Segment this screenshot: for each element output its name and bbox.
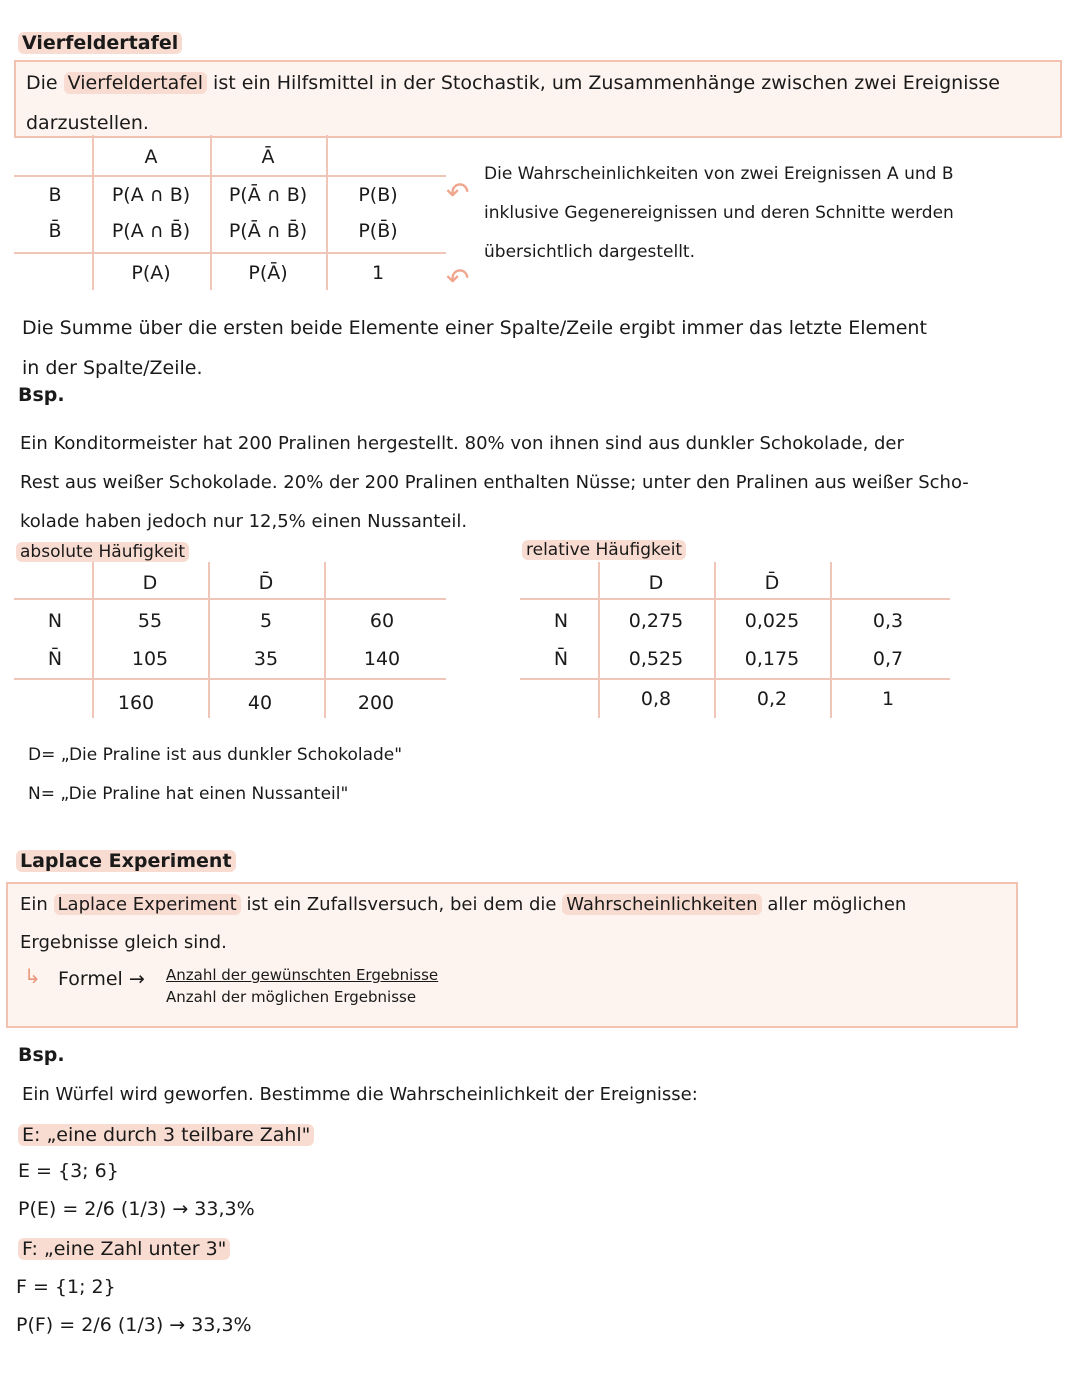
formula-label: Formel → bbox=[58, 968, 145, 990]
cell-p-bbar: P(B̄) bbox=[358, 220, 398, 242]
cell-a-and-b: P(A ∩ B) bbox=[111, 184, 191, 206]
rel-cell: 0,7 bbox=[872, 648, 904, 670]
rel-total: 0,8 bbox=[640, 688, 672, 710]
curved-arrow-icon: ↶ bbox=[446, 176, 470, 209]
event-f-set: F = {1; 2} bbox=[16, 1276, 116, 1298]
laplace-def-line-1: Ein Laplace Experiment ist ein Zufallsversuch, bei dem die Wahrscheinlichkeiten aller möglichen bbox=[20, 894, 907, 915]
cell-p-b: P(B) bbox=[358, 184, 398, 206]
absolute-table-title: absolute Häufigkeit bbox=[16, 542, 189, 562]
abs-col-header-d: D bbox=[142, 572, 158, 594]
cell-p-abar: P(Ā) bbox=[248, 262, 288, 284]
abs-cell: 35 bbox=[253, 648, 279, 670]
example-label-1: Bsp. bbox=[18, 384, 65, 406]
example-text-1: Ein Konditormeister hat 200 Pralinen hergestellt. 80% von ihnen sind aus dunkler Schokolade, der Rest aus weißer Schokolade. 20% der 200 Pralinen enthalten Nüsse; unter den Pralinen aus weißer Scho- kolade haben jedoch nur 12,5% einen Nussanteil. bbox=[20, 433, 969, 532]
row-header-b: B bbox=[48, 184, 62, 206]
curved-arrow-up-icon: ↶ bbox=[446, 262, 470, 295]
rel-col-header-d-bar: D̄ bbox=[764, 572, 780, 594]
event-f-definition: F: „eine Zahl unter 3" bbox=[18, 1238, 230, 1260]
rel-total: 0,2 bbox=[756, 688, 788, 710]
example-label-2: Bsp. bbox=[18, 1044, 65, 1066]
event-e-probability: P(E) = 2/6 (1/3) → 33,3% bbox=[18, 1198, 255, 1220]
rel-cell: 0,3 bbox=[872, 610, 904, 632]
formula-denominator: Anzahl der möglichen Ergebnisse bbox=[166, 988, 417, 1006]
abs-row-header-n-bar: N̄ bbox=[47, 648, 63, 670]
definition-box-vierfeldertafel bbox=[14, 60, 1062, 138]
example-intro-2: Ein Würfel wird geworfen. Bestimme die Wahrscheinlichkeit der Ereignisse: bbox=[22, 1084, 698, 1105]
cell-total-one: 1 bbox=[371, 262, 385, 284]
rel-row-header-n: N bbox=[553, 610, 569, 632]
return-arrow-icon: ↳ bbox=[24, 964, 41, 988]
col-header-a-bar: Ā bbox=[261, 146, 275, 168]
formula-numerator: Anzahl der gewünschten Ergebnisse bbox=[166, 966, 439, 984]
cell-a-and-bbar: P(A ∩ B̄) bbox=[111, 220, 191, 242]
abs-cell: 105 bbox=[131, 648, 169, 670]
rel-cell: 0,275 bbox=[628, 610, 684, 632]
abs-cell: 5 bbox=[259, 610, 273, 632]
sum-note: Die Summe über die ersten beide Elemente einer Spalte/Zeile ergibt immer das letzte Element in der Spalte/Zeile. bbox=[22, 317, 927, 379]
section-title-vierfeldertafel: Vierfeldertafel bbox=[18, 32, 182, 54]
side-note: Die Wahrscheinlichkeiten von zwei Ereignissen A und B inklusive Gegenereignissen und deren Schnitte werden übersichtlich dargestellt. bbox=[484, 164, 954, 262]
cell-abar-and-b: P(Ā ∩ B) bbox=[228, 184, 308, 206]
abs-cell: 60 bbox=[369, 610, 395, 632]
abs-total: 200 bbox=[357, 692, 395, 714]
definition-line-2: darzustellen. bbox=[26, 112, 149, 134]
event-e-definition: E: „eine durch 3 teilbare Zahl" bbox=[18, 1124, 314, 1146]
rel-row-header-n-bar: N̄ bbox=[553, 648, 569, 670]
rel-cell: 0,025 bbox=[744, 610, 800, 632]
definition-box-laplace bbox=[6, 882, 1018, 1028]
rel-col-header-d: D bbox=[648, 572, 664, 594]
event-e-set: E = {3; 6} bbox=[18, 1160, 119, 1182]
abs-row-header-n: N bbox=[47, 610, 63, 632]
cell-p-a: P(A) bbox=[131, 262, 171, 284]
section-title-laplace: Laplace Experiment bbox=[16, 850, 236, 872]
abs-total: 160 bbox=[117, 692, 155, 714]
rel-cell: 0,175 bbox=[744, 648, 800, 670]
abs-cell: 55 bbox=[137, 610, 163, 632]
abs-total: 40 bbox=[247, 692, 273, 714]
definition-line-1: Die Vierfeldertafel ist ein Hilfsmittel in der Stochastik, um Zusammenhänge zwischen zwei Ereignisse bbox=[26, 72, 1000, 94]
laplace-def-line-2: Ergebnisse gleich sind. bbox=[20, 932, 227, 953]
col-header-a: A bbox=[144, 146, 158, 168]
relative-table-title: relative Häufigkeit bbox=[522, 540, 686, 560]
rel-cell: 0,525 bbox=[628, 648, 684, 670]
cell-abar-and-bbar: P(Ā ∩ B̄) bbox=[228, 220, 308, 242]
rel-total: 1 bbox=[881, 688, 895, 710]
abs-col-header-d-bar: D̄ bbox=[258, 572, 274, 594]
event-definitions: D= „Die Praline ist aus dunkler Schokolade" N= „Die Praline hat einen Nussanteil" bbox=[28, 745, 403, 804]
abs-cell: 140 bbox=[363, 648, 401, 670]
row-header-b-bar: B̄ bbox=[48, 220, 62, 242]
event-f-probability: P(F) = 2/6 (1/3) → 33,3% bbox=[16, 1314, 252, 1336]
